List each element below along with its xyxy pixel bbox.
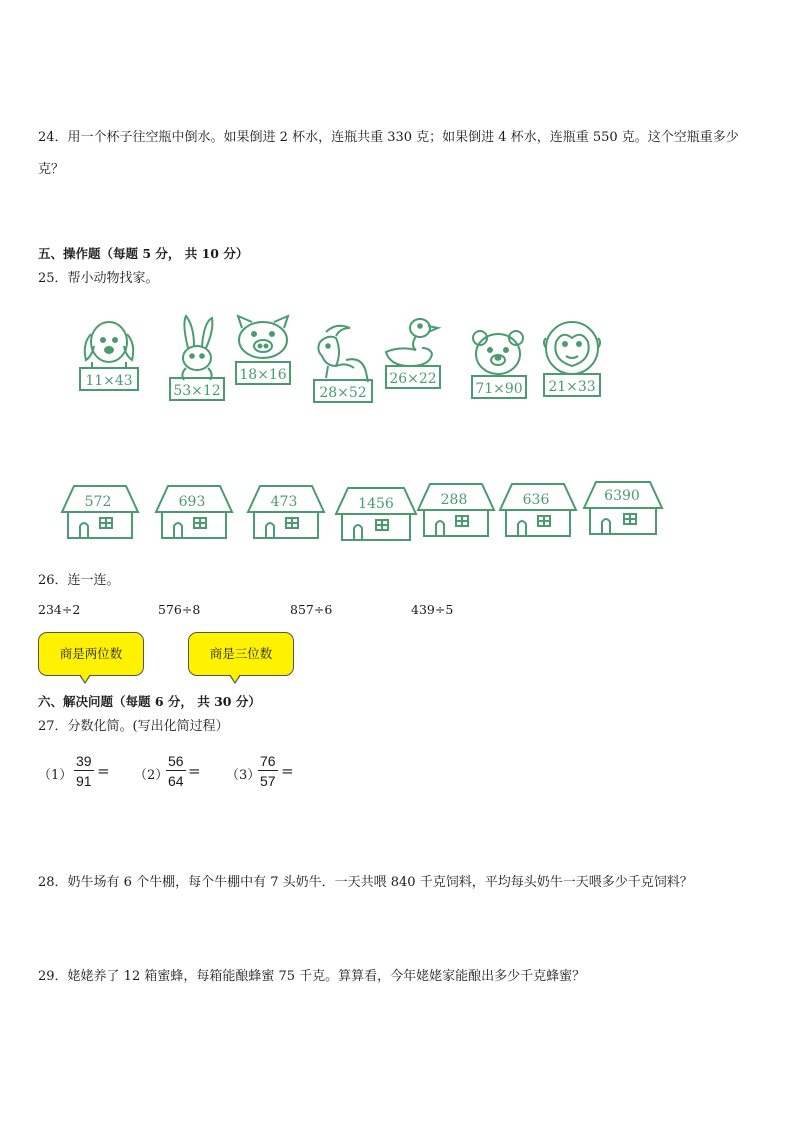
question-26: 26．连一连。 — [38, 573, 120, 588]
animal-expr: 11×43 — [85, 373, 133, 389]
equals-sign: = — [281, 762, 294, 780]
house-number: 6390 — [604, 488, 640, 504]
section-5-title: 五、操作题（每题 5 分， 共 10 分） — [38, 246, 249, 261]
fraction-label-2: （2） — [134, 768, 169, 783]
monkey-icon — [538, 318, 606, 400]
animal-duck[interactable] — [380, 316, 446, 390]
fraction-denominator: 57 — [260, 773, 276, 789]
animal-expr: 18×16 — [239, 367, 287, 383]
house-icon — [416, 480, 496, 540]
pig-icon — [232, 314, 294, 388]
rabbit-icon — [166, 314, 228, 404]
section-6-title: 六、解决问题（每题 6 分， 共 30 分） — [38, 694, 261, 709]
dog-icon — [74, 316, 144, 396]
house-3[interactable] — [246, 482, 326, 546]
callout-label: 商是两位数 — [59, 646, 123, 661]
fraction-label-1: （1） — [38, 768, 73, 783]
house-4[interactable] — [334, 484, 418, 548]
division-expr-1[interactable]: 234÷2 — [38, 602, 81, 617]
fraction-1 — [74, 753, 94, 789]
house-number: 288 — [440, 492, 468, 508]
fraction-denominator: 64 — [168, 773, 184, 789]
animal-goat[interactable] — [306, 322, 376, 406]
question-28: 28．奶牛场有 6 个牛棚，每个牛棚中有 7 头奶牛．一天共喂 840 千克饲料，平均每头奶牛一天喂多少千克饲料？ — [38, 875, 693, 890]
house-icon — [582, 478, 664, 538]
fraction-2 — [166, 753, 186, 789]
fraction-numerator: 76 — [260, 753, 276, 769]
fraction-denominator: 91 — [76, 773, 92, 789]
house-number: 1456 — [358, 496, 394, 512]
house-7[interactable] — [582, 478, 664, 542]
callout-two-digit[interactable] — [38, 632, 144, 676]
house-6[interactable] — [498, 480, 578, 544]
fraction-3 — [258, 753, 278, 789]
house-1[interactable] — [60, 482, 140, 546]
callout-label: 商是三位数 — [209, 646, 273, 661]
animal-rabbit[interactable] — [166, 314, 228, 404]
house-number: 473 — [270, 494, 298, 510]
animal-bear[interactable] — [466, 326, 530, 402]
house-2[interactable] — [154, 482, 234, 546]
division-expr-4[interactable]: 439÷5 — [411, 602, 454, 617]
animal-expr: 26×22 — [389, 371, 437, 387]
animal-dog[interactable] — [74, 316, 144, 396]
division-expr-3[interactable]: 857÷6 — [290, 602, 333, 617]
division-expr-2[interactable]: 576÷8 — [158, 602, 201, 617]
fraction-numerator: 56 — [168, 753, 184, 769]
fraction-numerator: 39 — [76, 753, 92, 769]
equals-sign: = — [188, 762, 201, 780]
animal-expr: 53×12 — [173, 383, 221, 399]
house-number: 693 — [178, 494, 206, 510]
house-5[interactable] — [416, 480, 496, 544]
animal-expr: 71×90 — [475, 381, 523, 397]
house-icon — [154, 482, 234, 542]
house-number: 572 — [84, 494, 112, 510]
goat-icon — [306, 322, 376, 406]
question-24: 24．用一个杯子往空瓶中倒水。如果倒进 2 杯水，连瓶共重 330 克；如果倒进 4 杯水，连瓶重 550 克。这个空瓶重多少克？ — [38, 130, 739, 177]
house-icon — [334, 484, 418, 544]
bear-icon — [466, 326, 530, 402]
duck-icon — [380, 316, 446, 390]
house-number: 636 — [522, 492, 550, 508]
question-25: 25．帮小动物找家。 — [38, 271, 159, 286]
animal-expr: 28×52 — [319, 385, 367, 401]
house-icon — [60, 482, 140, 542]
question-29: 29．姥姥养了 12 箱蜜蜂，每箱能酿蜂蜜 75 千克。算算看，今年姥姥家能酿出多少千克蜂蜜？ — [38, 969, 586, 984]
animal-pig[interactable] — [232, 314, 294, 388]
house-icon — [246, 482, 326, 542]
callout-three-digit[interactable] — [188, 632, 294, 676]
question-27: 27．分数化简。(写出化简过程） — [38, 719, 229, 734]
animal-expr: 21×33 — [548, 379, 596, 395]
house-icon — [498, 480, 578, 540]
equals-sign: = — [97, 762, 110, 780]
animal-monkey[interactable] — [538, 318, 606, 400]
fraction-label-3: （3） — [226, 768, 261, 783]
